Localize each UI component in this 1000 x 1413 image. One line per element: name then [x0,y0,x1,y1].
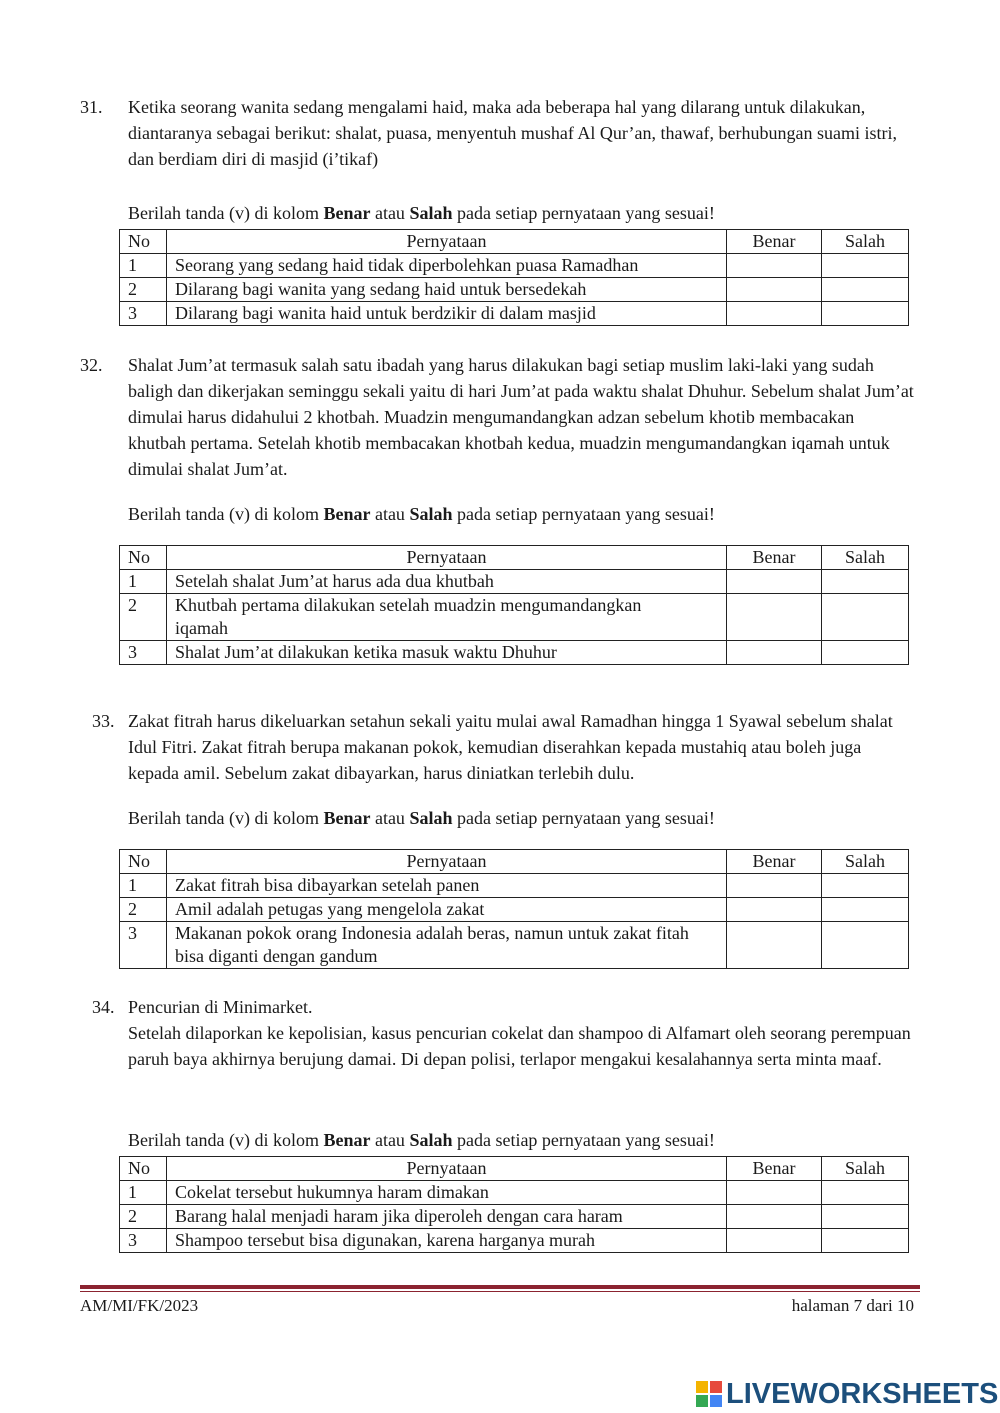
table-row [120,874,909,898]
table-row [120,278,909,302]
salah-cell[interactable] [822,1229,909,1253]
question-text: Ketika seorang wanita sedang mengalami haid, maka ada beberapa hal yang dilarang untuk dilakukan, diantaranya sebagai berikut: shalat, puasa, menyentuh mushaf Al Qur’an, thawaf, berhubungan suami istri, dan berdiam diri di masjid (i’tikaf) [128,97,897,169]
table-row [120,254,909,278]
question-33 [80,708,915,786]
instruction: Berilah tanda (v) di kolom Benar atau Salah pada setiap pernyataan yang sesuai! [128,808,715,828]
question-number: 34. [92,997,115,1017]
table-header-row [120,850,909,874]
row-statement: Amil adalah petugas yang mengelola zakat [167,898,727,922]
table-header-row [120,546,909,570]
salah-cell[interactable] [822,278,909,302]
question-34 [80,994,915,1072]
answer-table-32 [119,545,909,665]
answer-table-34 [119,1156,909,1253]
question-text: Shalat Jum’at termasuk salah satu ibadah yang harus dilakukan bagi setiap muslim laki-laki yang sudah baligh dan dikerjakan seminggu sekali yaitu di hari Jum’at pada waktu shalat Dhuhur. Sebelum shalat Jum’at dimulai harus didahului 2 khotbah. Muadzin mengumandangkan adzan sebelum khotib membacakan khutbah pertama. Setelah khotib membacakan khotbah kedua, muadzin mengumandangkan iqamah untuk dimulai shalat Jum’at. [128,355,914,479]
row-statement: Shalat Jum’at dilakukan ketika masuk waktu Dhuhur [167,641,727,665]
benar-cell[interactable] [727,1205,822,1229]
question-number: 33. [92,711,115,731]
header-salah: Salah [822,546,909,570]
salah-cell[interactable] [822,641,909,665]
benar-cell[interactable] [727,641,822,665]
table-row [120,1205,909,1229]
row-statement: Zakat fitrah bisa dibayarkan setelah panen [167,874,727,898]
question-number: 32. [80,355,103,375]
question-31 [80,94,915,172]
salah-cell[interactable] [822,922,909,969]
row-number: 1 [120,874,167,898]
header-salah: Salah [822,230,909,254]
header-salah: Salah [822,1157,909,1181]
row-statement: Dilarang bagi wanita yang sedang haid untuk bersedekah [167,278,727,302]
header-no: No [120,1157,167,1181]
answer-table-31 [119,229,909,326]
benar-cell[interactable] [727,278,822,302]
logo-blocks-icon [696,1381,722,1407]
row-number: 1 [120,254,167,278]
row-statement: Shampoo tersebut bisa digunakan, karena harganya murah [167,1229,727,1253]
header-salah: Salah [822,850,909,874]
table-header-row [120,1157,909,1181]
table-row [120,922,909,969]
row-number: 2 [120,1205,167,1229]
header-benar: Benar [727,850,822,874]
header-statement: Pernyataan [167,546,727,570]
benar-cell[interactable] [727,254,822,278]
question-32 [80,352,915,482]
footer-divider [80,1285,920,1292]
liveworksheets-logo [696,1377,999,1410]
table-row [120,1181,909,1205]
row-number: 3 [120,922,167,969]
row-number: 1 [120,570,167,594]
table-row [120,570,909,594]
salah-cell[interactable] [822,898,909,922]
instruction: Berilah tanda (v) di kolom Benar atau Salah pada setiap pernyataan yang sesuai! [128,203,715,223]
row-statement: Khutbah pertama dilakukan setelah muadzin mengumandangkan iqamah [167,594,727,641]
row-number: 2 [120,594,167,641]
salah-cell[interactable] [822,874,909,898]
page-number: halaman 7 dari 10 [791,1296,914,1315]
row-number: 3 [120,641,167,665]
row-statement: Setelah shalat Jum’at harus ada dua khutbah [167,570,727,594]
header-no: No [120,850,167,874]
question-number: 31. [80,97,103,117]
table-row [120,898,909,922]
document-code: AM/MI/FK/2023 [80,1296,199,1315]
row-number: 2 [120,278,167,302]
header-no: No [120,230,167,254]
row-statement: Makanan pokok orang Indonesia adalah beras, namun untuk zakat fitah bisa diganti dengan gandum [167,922,727,969]
row-statement: Barang halal menjadi haram jika diperoleh dengan cara haram [167,1205,727,1229]
row-statement: Cokelat tersebut hukumnya haram dimakan [167,1181,727,1205]
salah-cell[interactable] [822,1205,909,1229]
benar-cell[interactable] [727,922,822,969]
question-text: Zakat fitrah harus dikeluarkan setahun sekali yaitu mulai awal Ramadhan hingga 1 Syawal sebelum shalat Idul Fitri. Zakat fitrah berupa makanan pokok, kemudian diserahkan kepada mustahiq atau boleh juga kepada amil. Sebelum zakat dibayarkan, harus diniatkan terlebih dulu. [128,711,893,783]
logo-text: LIVEWORKSHEETS [726,1377,999,1410]
header-benar: Benar [727,1157,822,1181]
row-number: 3 [120,302,167,326]
row-number: 1 [120,1181,167,1205]
header-benar: Benar [727,230,822,254]
salah-cell[interactable] [822,254,909,278]
benar-cell[interactable] [727,1181,822,1205]
benar-cell[interactable] [727,594,822,641]
row-number: 2 [120,898,167,922]
table-header-row [120,230,909,254]
header-statement: Pernyataan [167,230,727,254]
question-title: Pencurian di Minimarket. [128,997,313,1017]
benar-cell[interactable] [727,874,822,898]
table-row [120,302,909,326]
benar-cell[interactable] [727,302,822,326]
salah-cell[interactable] [822,570,909,594]
row-statement: Dilarang bagi wanita haid untuk berdzikir di dalam masjid [167,302,727,326]
answer-table-33 [119,849,909,969]
question-text: Setelah dilaporkan ke kepolisian, kasus pencurian cokelat dan shampoo di Alfamart oleh seorang perempuan paruh baya akhirnya berujung damai. Di depan polisi, terlapor mengakui kesalahannya serta minta maaf. [128,1023,911,1069]
instruction: Berilah tanda (v) di kolom Benar atau Salah pada setiap pernyataan yang sesuai! [128,1130,715,1150]
salah-cell[interactable] [822,1181,909,1205]
table-row [120,594,909,641]
salah-cell[interactable] [822,594,909,641]
header-no: No [120,546,167,570]
row-statement: Seorang yang sedang haid tidak diperbolehkan puasa Ramadhan [167,254,727,278]
row-number: 3 [120,1229,167,1253]
benar-cell[interactable] [727,570,822,594]
header-statement: Pernyataan [167,850,727,874]
table-row [120,1229,909,1253]
salah-cell[interactable] [822,302,909,326]
table-row [120,641,909,665]
benar-cell[interactable] [727,1229,822,1253]
instruction: Berilah tanda (v) di kolom Benar atau Salah pada setiap pernyataan yang sesuai! [128,504,715,524]
header-statement: Pernyataan [167,1157,727,1181]
header-benar: Benar [727,546,822,570]
benar-cell[interactable] [727,898,822,922]
